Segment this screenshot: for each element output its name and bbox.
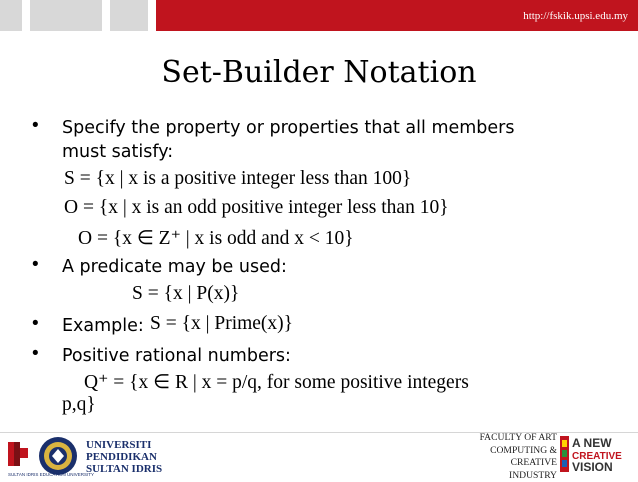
brand-line: VISION	[572, 460, 613, 474]
faculty-line: COMPUTING &	[490, 444, 557, 456]
creative-vision-logo	[560, 434, 636, 476]
university-name-line: PENDIDIKAN	[86, 451, 157, 463]
math-set-o: O = {x | x is an odd positive integer less than 10}	[64, 197, 449, 218]
math-rational: Q⁺ = {x ∈ R | x = p/q, for some positive integers	[84, 372, 469, 393]
math-example: S = {x | Prime(x)}	[150, 313, 294, 334]
math-set-s: S = {x | x is a positive integer less than 100}	[64, 168, 412, 189]
top-bar-block	[30, 0, 102, 31]
brand-line: A NEW	[572, 436, 612, 450]
university-name-line: SULTAN IDRIS	[86, 463, 163, 475]
bullet-text: Example:	[62, 316, 144, 336]
faculty-name	[462, 432, 557, 482]
math-rational-cont: p,q}	[62, 394, 96, 415]
faculty-line: CREATIVE INDUSTRY	[509, 457, 557, 481]
university-name-line: UNIVERSITI	[86, 439, 152, 451]
university-logo-graphic	[6, 434, 206, 477]
bullet-text: A predicate may be used:	[62, 257, 287, 277]
site-url: http://fskik.upsi.edu.my	[523, 10, 628, 22]
math-predicate: S = {x | P(x)}	[132, 283, 240, 304]
slide-title: Set-Builder Notation	[161, 55, 477, 90]
bullet-marker: •	[32, 343, 39, 364]
university-logo	[6, 434, 206, 477]
top-bar	[0, 0, 638, 31]
math-set-o-alt: O = {x ∈ Z⁺ | x is odd and x < 10}	[78, 228, 354, 249]
top-bar-block	[0, 0, 22, 31]
bullet-text: Positive rational numbers:	[62, 346, 291, 366]
bullet-text: must satisfy:	[62, 142, 174, 162]
bullet-marker: •	[32, 313, 39, 334]
bullet-marker: •	[32, 254, 39, 275]
creative-vision-logo-graphic	[560, 434, 636, 476]
faculty-line: FACULTY OF ART	[479, 432, 557, 443]
top-bar-accent	[156, 0, 638, 31]
top-bar-block	[110, 0, 148, 31]
bullet-text: Specify the property or properties that all members	[62, 118, 515, 138]
brand-line: CREATIVE	[572, 451, 622, 462]
bullet-marker: •	[32, 115, 39, 136]
university-tagline: SULTAN IDRIS EDUCATION UNIVERSITY	[8, 472, 95, 477]
